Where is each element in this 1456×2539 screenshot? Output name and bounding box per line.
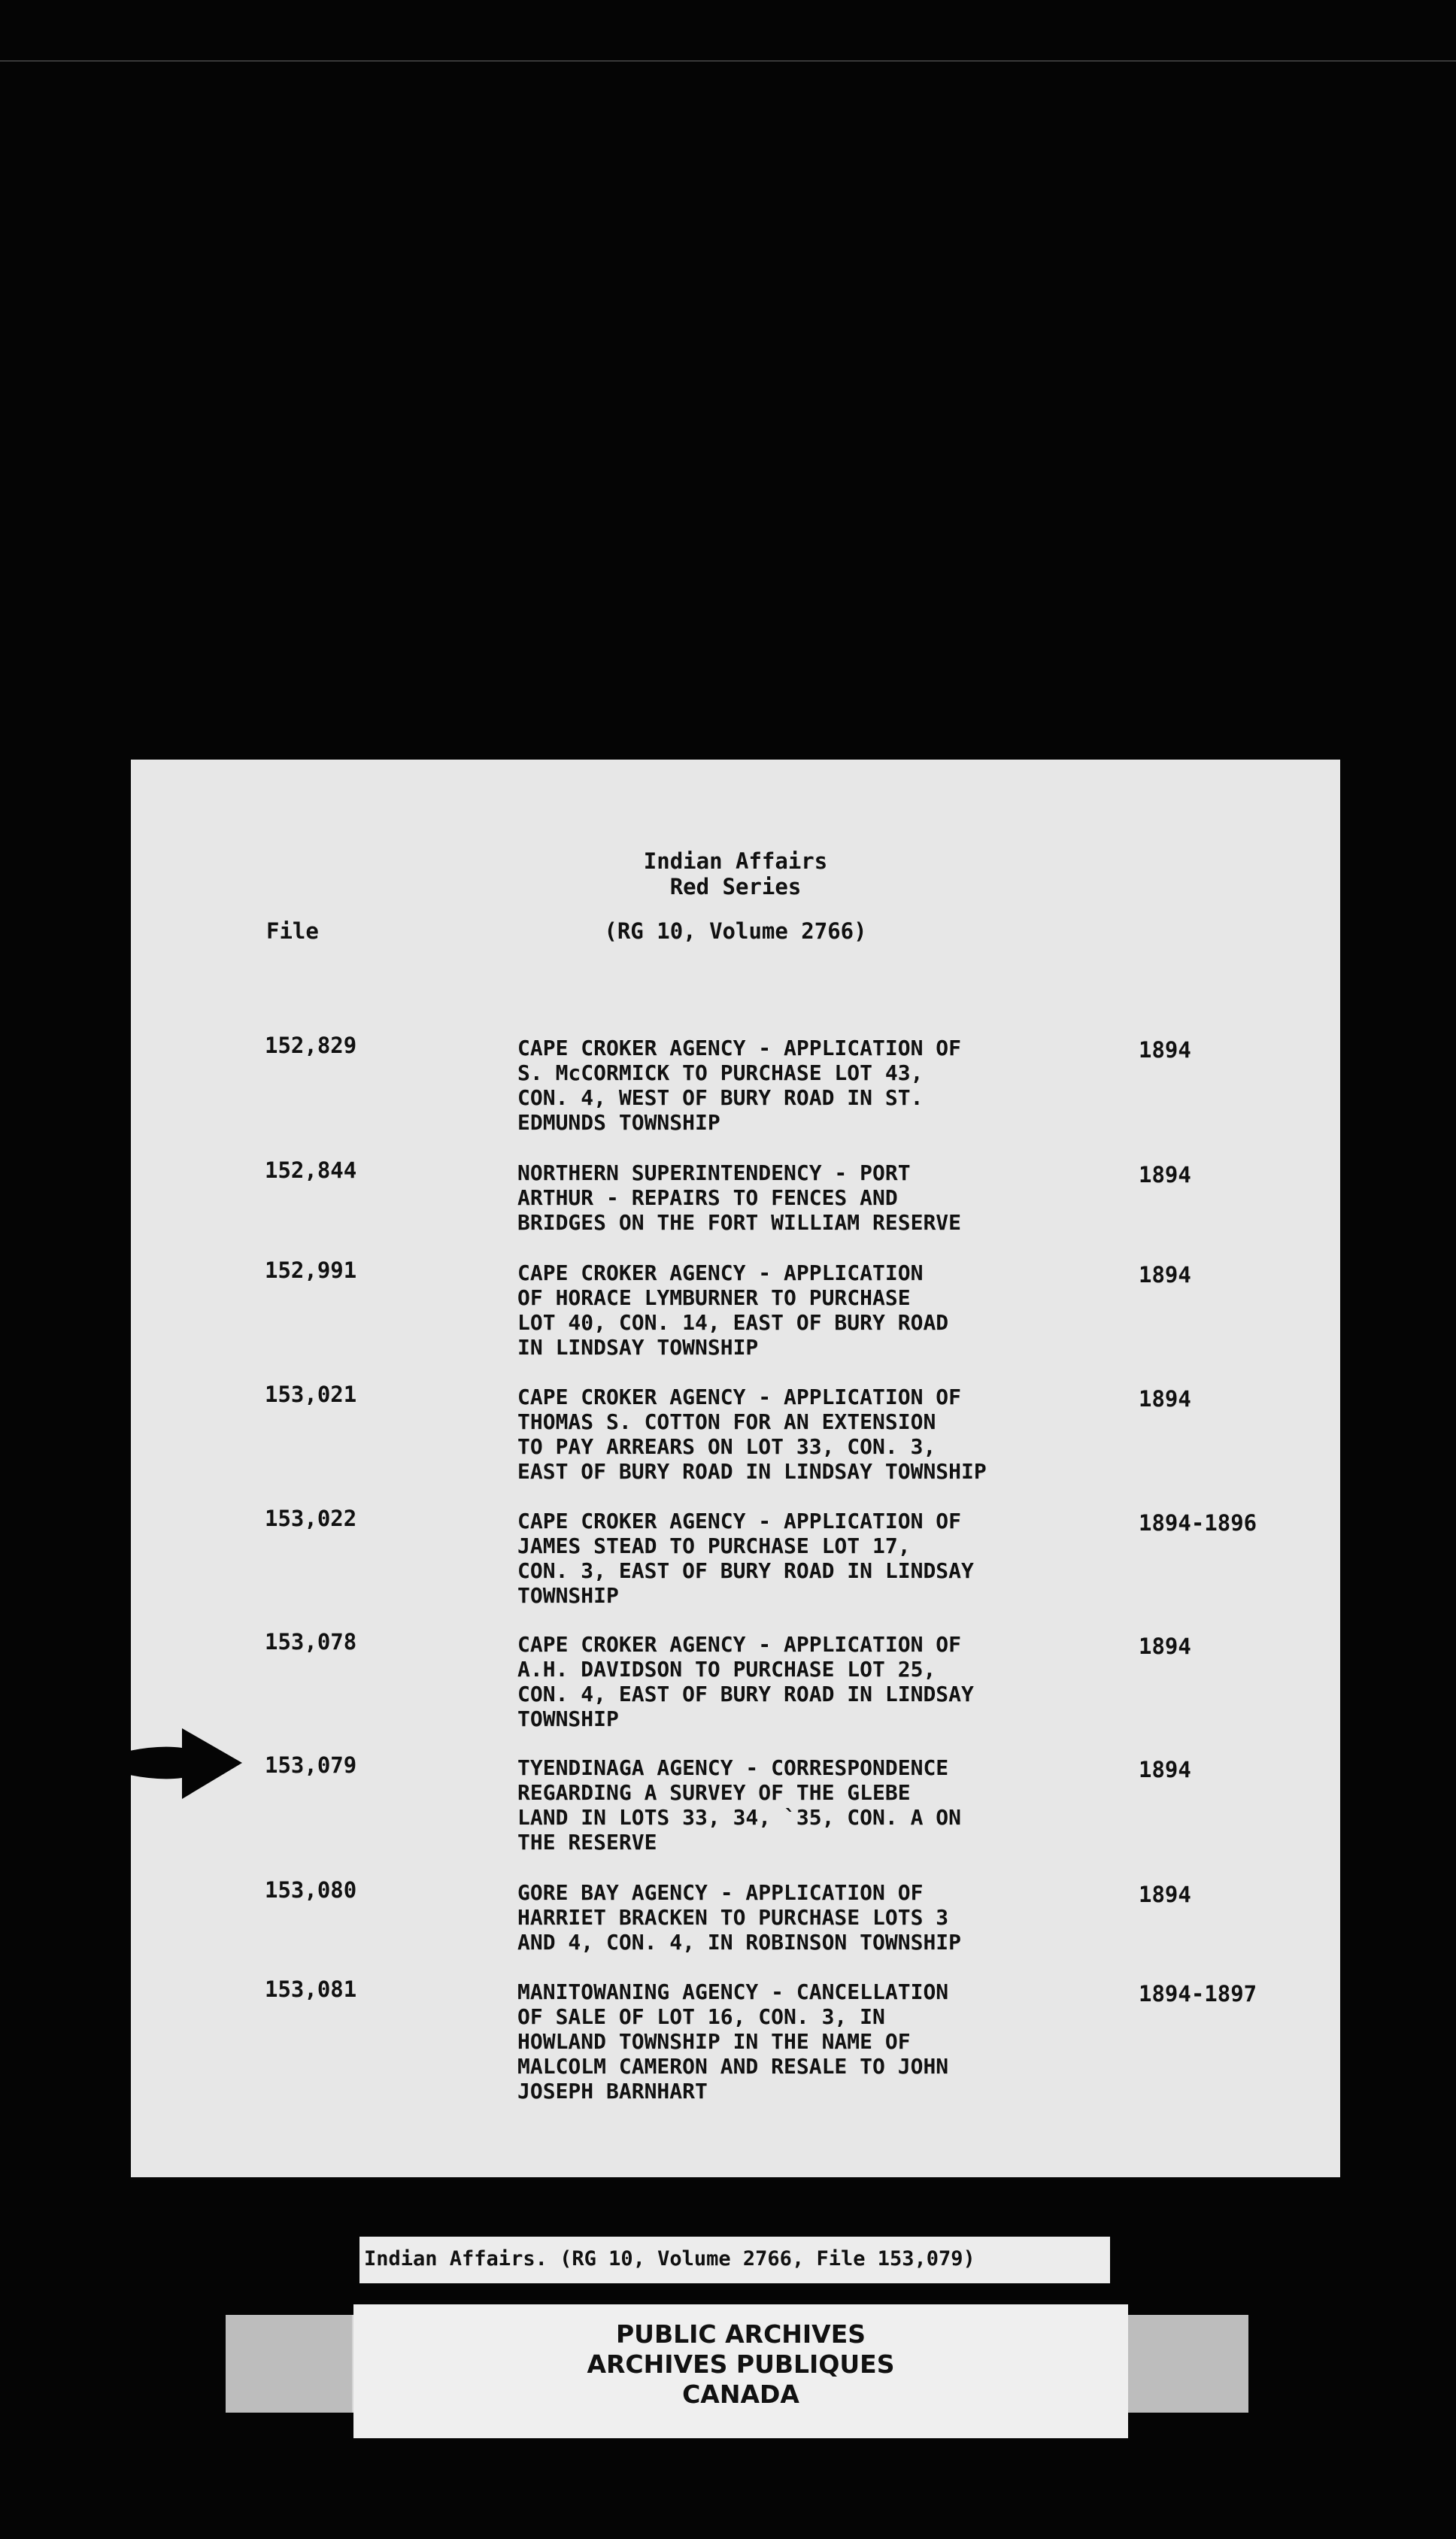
entry-date: 1894 — [1139, 1162, 1191, 1188]
archive-label — [353, 2304, 1128, 2438]
file-column-label: File — [266, 918, 319, 944]
entry-description: NORTHERN SUPERINTENDENCY - PORT ARTHUR - REPAIRS TO FENCES AND BRIDGES ON THE FORT WILLIAM RESERVE — [517, 1160, 962, 1235]
entry-description: MANITOWANING AGENCY - CANCELLATION OF SALE OF LOT 16, CON. 3, IN HOWLAND TOWNSHIP IN THE NAME OF MALCOLM CAMERON AND RESALE TO JOHN JOSEPH BARNHART — [517, 1979, 949, 2104]
citation-text: Indian Affairs. (RG 10, Volume 2766, File 153,079) — [364, 2247, 975, 2271]
volume-line: (RG 10, Volume 2766) — [604, 918, 867, 944]
file-number: 152,991 — [265, 1257, 357, 1283]
entry-date: 1894 — [1139, 1634, 1191, 1659]
pointing-arrow-icon — [129, 1728, 242, 1800]
header-series: Red Series — [669, 874, 802, 899]
file-number: 153,021 — [265, 1382, 357, 1407]
file-number: 153,080 — [265, 1877, 357, 1903]
file-number: 153,081 — [265, 1976, 357, 2002]
entry-description: GORE BAY AGENCY - APPLICATION OF HARRIET BRACKEN TO PURCHASE LOTS 3 AND 4, CON. 4, IN ROBINSON TOWNSHIP — [517, 1880, 962, 1955]
citation-strip — [359, 2237, 1110, 2283]
entry-description: CAPE CROKER AGENCY - APPLICATION OF S. McCORMICK TO PURCHASE LOT 43, CON. 4, WEST OF BURY ROAD IN ST. EDMUNDS TOWNSHIP — [517, 1036, 962, 1135]
entry-date: 1894-1896 — [1139, 1510, 1257, 1536]
entry-date: 1894 — [1139, 1882, 1191, 1907]
archive-line-1: PUBLIC ARCHIVES — [615, 2319, 866, 2349]
entry-description: CAPE CROKER AGENCY - APPLICATION OF JAMES STEAD TO PURCHASE LOT 17, CON. 3, EAST OF BURY ROAD IN LINDSAY TOWNSHIP — [517, 1509, 974, 1608]
label-band-right — [1128, 2315, 1248, 2413]
archive-line-3: CANADA — [682, 2380, 799, 2409]
entry-date: 1894 — [1139, 1386, 1191, 1412]
file-number: 153,022 — [265, 1506, 357, 1531]
document-page — [131, 760, 1340, 2177]
entry-date: 1894 — [1139, 1037, 1191, 1063]
entry-description: TYENDINAGA AGENCY - CORRESPONDENCE REGARDING A SURVEY OF THE GLEBE LAND IN LOTS 33, 34, `35, CON. A ON THE RESERVE — [517, 1755, 962, 1855]
file-number: 153,078 — [265, 1629, 357, 1655]
entry-date: 1894 — [1139, 1757, 1191, 1782]
scan-edge-line — [0, 60, 1456, 62]
entry-description: CAPE CROKER AGENCY - APPLICATION OF A.H. DAVIDSON TO PURCHASE LOT 25, CON. 4, EAST OF BURY ROAD IN LINDSAY TOWNSHIP — [517, 1632, 974, 1731]
file-number: 152,829 — [265, 1033, 357, 1058]
entry-date: 1894 — [1139, 1262, 1191, 1288]
entry-description: CAPE CROKER AGENCY - APPLICATION OF HORACE LYMBURNER TO PURCHASE LOT 40, CON. 14, EAST OF BURY ROAD IN LINDSAY TOWNSHIP — [517, 1260, 949, 1360]
header-title: Indian Affairs — [643, 848, 828, 874]
label-band-left — [226, 2315, 352, 2413]
entry-description: CAPE CROKER AGENCY - APPLICATION OF THOMAS S. COTTON FOR AN EXTENSION TO PAY ARREARS ON LOT 33, CON. 3, EAST OF BURY ROAD IN LINDSAY TOWNSHIP — [517, 1385, 987, 1484]
archive-line-2: ARCHIVES PUBLIQUES — [587, 2349, 895, 2379]
file-number: 152,844 — [265, 1157, 357, 1183]
entry-date: 1894-1897 — [1139, 1981, 1257, 2007]
file-number: 153,079 — [265, 1752, 357, 1778]
